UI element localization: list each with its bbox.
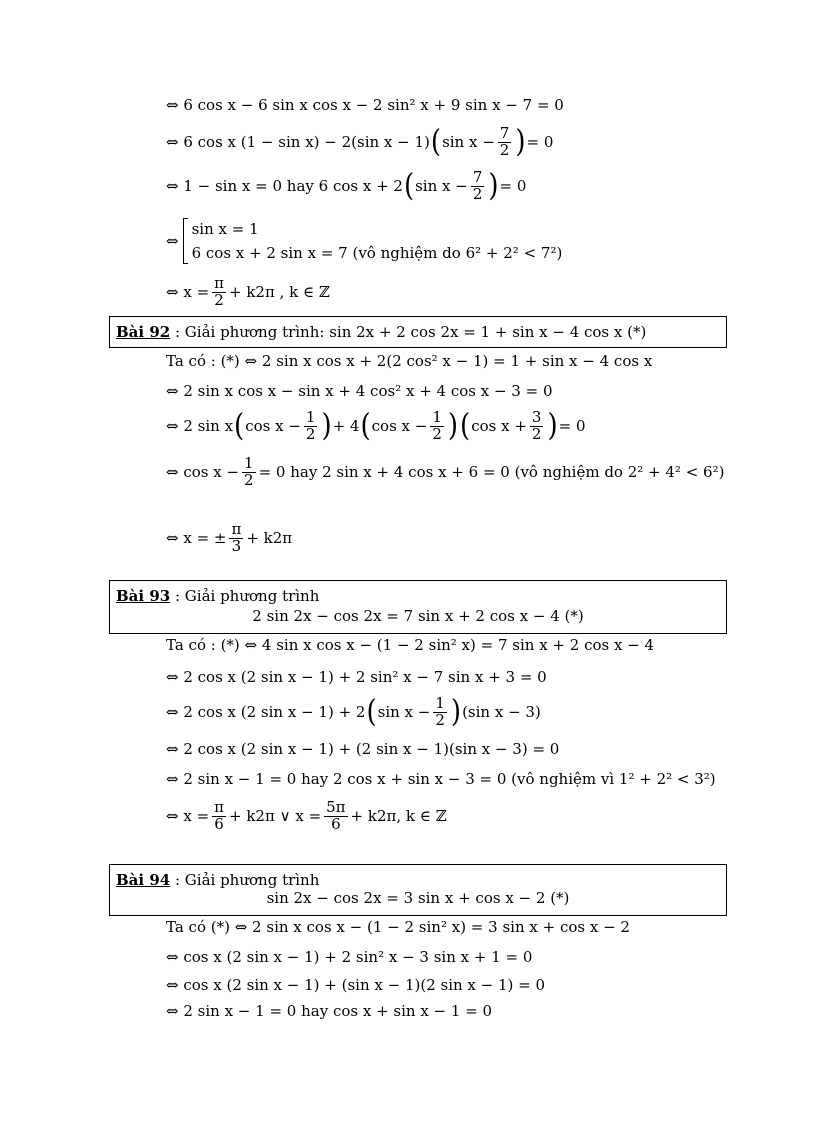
b94-line-2: ⇔ cos x (2 sin x − 1) + 2 sin² x − 3 sin x + 1 = 0 [166,948,533,966]
bracket [183,218,188,264]
b92-line-1: Ta có : (*) ⇔ 2 sin x cos x + 2(2 cos² x − 1) = 1 + sin x − 4 cos x [166,352,653,370]
problem-box-92: Bài 92 : Giải phương trình: sin 2x + 2 cos 2x = 1 + sin x − 4 cos x (*) [109,316,727,348]
problem-box-94: Bài 94 : Giải phương trình sin 2x − cos 2x = 3 sin x + cos x − 2 (*) [109,864,727,916]
b94-line-3: ⇔ cos x (2 sin x − 1) + (sin x − 1)(2 sin x − 1) = 0 [166,976,546,994]
b92-line-4: ⇔ cos x − $\frac{1}{2}$ = 0 hay 2 sin x + 4 cos x + 6 = 0 (vô nghiệm do 2² + 4² < 6²) [166,454,725,489]
eq-line-2: ⇔ 6 cos x (1 − sin x) − 2(sin x − 1) ( sin x − $\frac{7}{2}$ ) = 0 [166,124,554,161]
b93-line-2: ⇔ 2 cos x (2 sin x − 1) + 2 sin² x − 7 sin x + 3 = 0 [166,668,547,686]
fraction: $\frac{7}{2}$ [472,168,483,203]
problem-label: Bài 94 [116,871,171,889]
eq-line-1: ⇔ 6 cos x − 6 sin x cos x − 2 sin² x + 9 sin x − 7 = 0 [166,96,564,114]
b94-line-1: Ta có (*) ⇔ 2 sin x cos x − (1 − 2 sin² x) = 3 sin x + cos x − 2 [166,918,630,936]
b92-line-3: ⇔ 2 sin x ( cos x − $\frac{1}{2}$ ) + 4 ( cos x − $\frac{1}{2}$ ) ( cos x + $\frac{3}{2}$ ) = 0 [166,408,586,445]
eq-line-5: ⇔ x = $\frac{\pi}{2}$ + k2π , k ∈ ℤ [166,274,330,309]
eq-line-3: ⇔ 1 − sin x = 0 hay 6 cos x + 2 ( sin x − $\frac{7}{2}$ ) = 0 [166,168,527,205]
b93-line-3: ⇔ 2 cos x (2 sin x − 1) + 2 ( sin x − $\frac{1}{2}$ ) (sin x − 3) [166,694,541,731]
b93-line-6: ⇔ x = $\frac{\pi}{6}$ + k2π ∨ x = $\frac{5\pi}{6}$ + k2π, k ∈ ℤ [166,798,447,833]
fraction: $\frac{7}{2}$ [499,124,510,159]
b93-line-1: Ta có : (*) ⇔ 4 sin x cos x − (1 − 2 sin² x) = 7 sin x + 2 cos x − 4 [166,636,655,654]
b92-line-2: ⇔ 2 sin x cos x − sin x + 4 cos² x + 4 cos x − 3 = 0 [166,382,553,400]
problem-label: Bài 92 [116,323,171,341]
b93-line-4: ⇔ 2 cos x (2 sin x − 1) + (2 sin x − 1)(sin x − 3) = 0 [166,740,560,758]
problem-label: Bài 93 [116,587,171,605]
b94-line-4: ⇔ 2 sin x − 1 = 0 hay cos x + sin x − 1 = 0 [166,1002,493,1020]
fraction: $\frac{\pi}{2}$ [214,274,224,309]
problem-box-93: Bài 93 : Giải phương trình 2 sin 2x − cos 2x = 7 sin x + 2 cos x − 4 (*) [109,580,727,634]
eq-system: ⇔ sin x = 1 6 cos x + 2 sin x = 7 (vô nghiệm do 6² + 2² < 7²) [166,220,563,262]
b93-line-5: ⇔ 2 sin x − 1 = 0 hay 2 cos x + sin x − 3 = 0 (vô nghiệm vì 1² + 2² < 3²) [166,770,716,788]
b92-line-5: ⇔ x = ± $\frac{\pi}{3}$ + k2π [166,520,293,555]
